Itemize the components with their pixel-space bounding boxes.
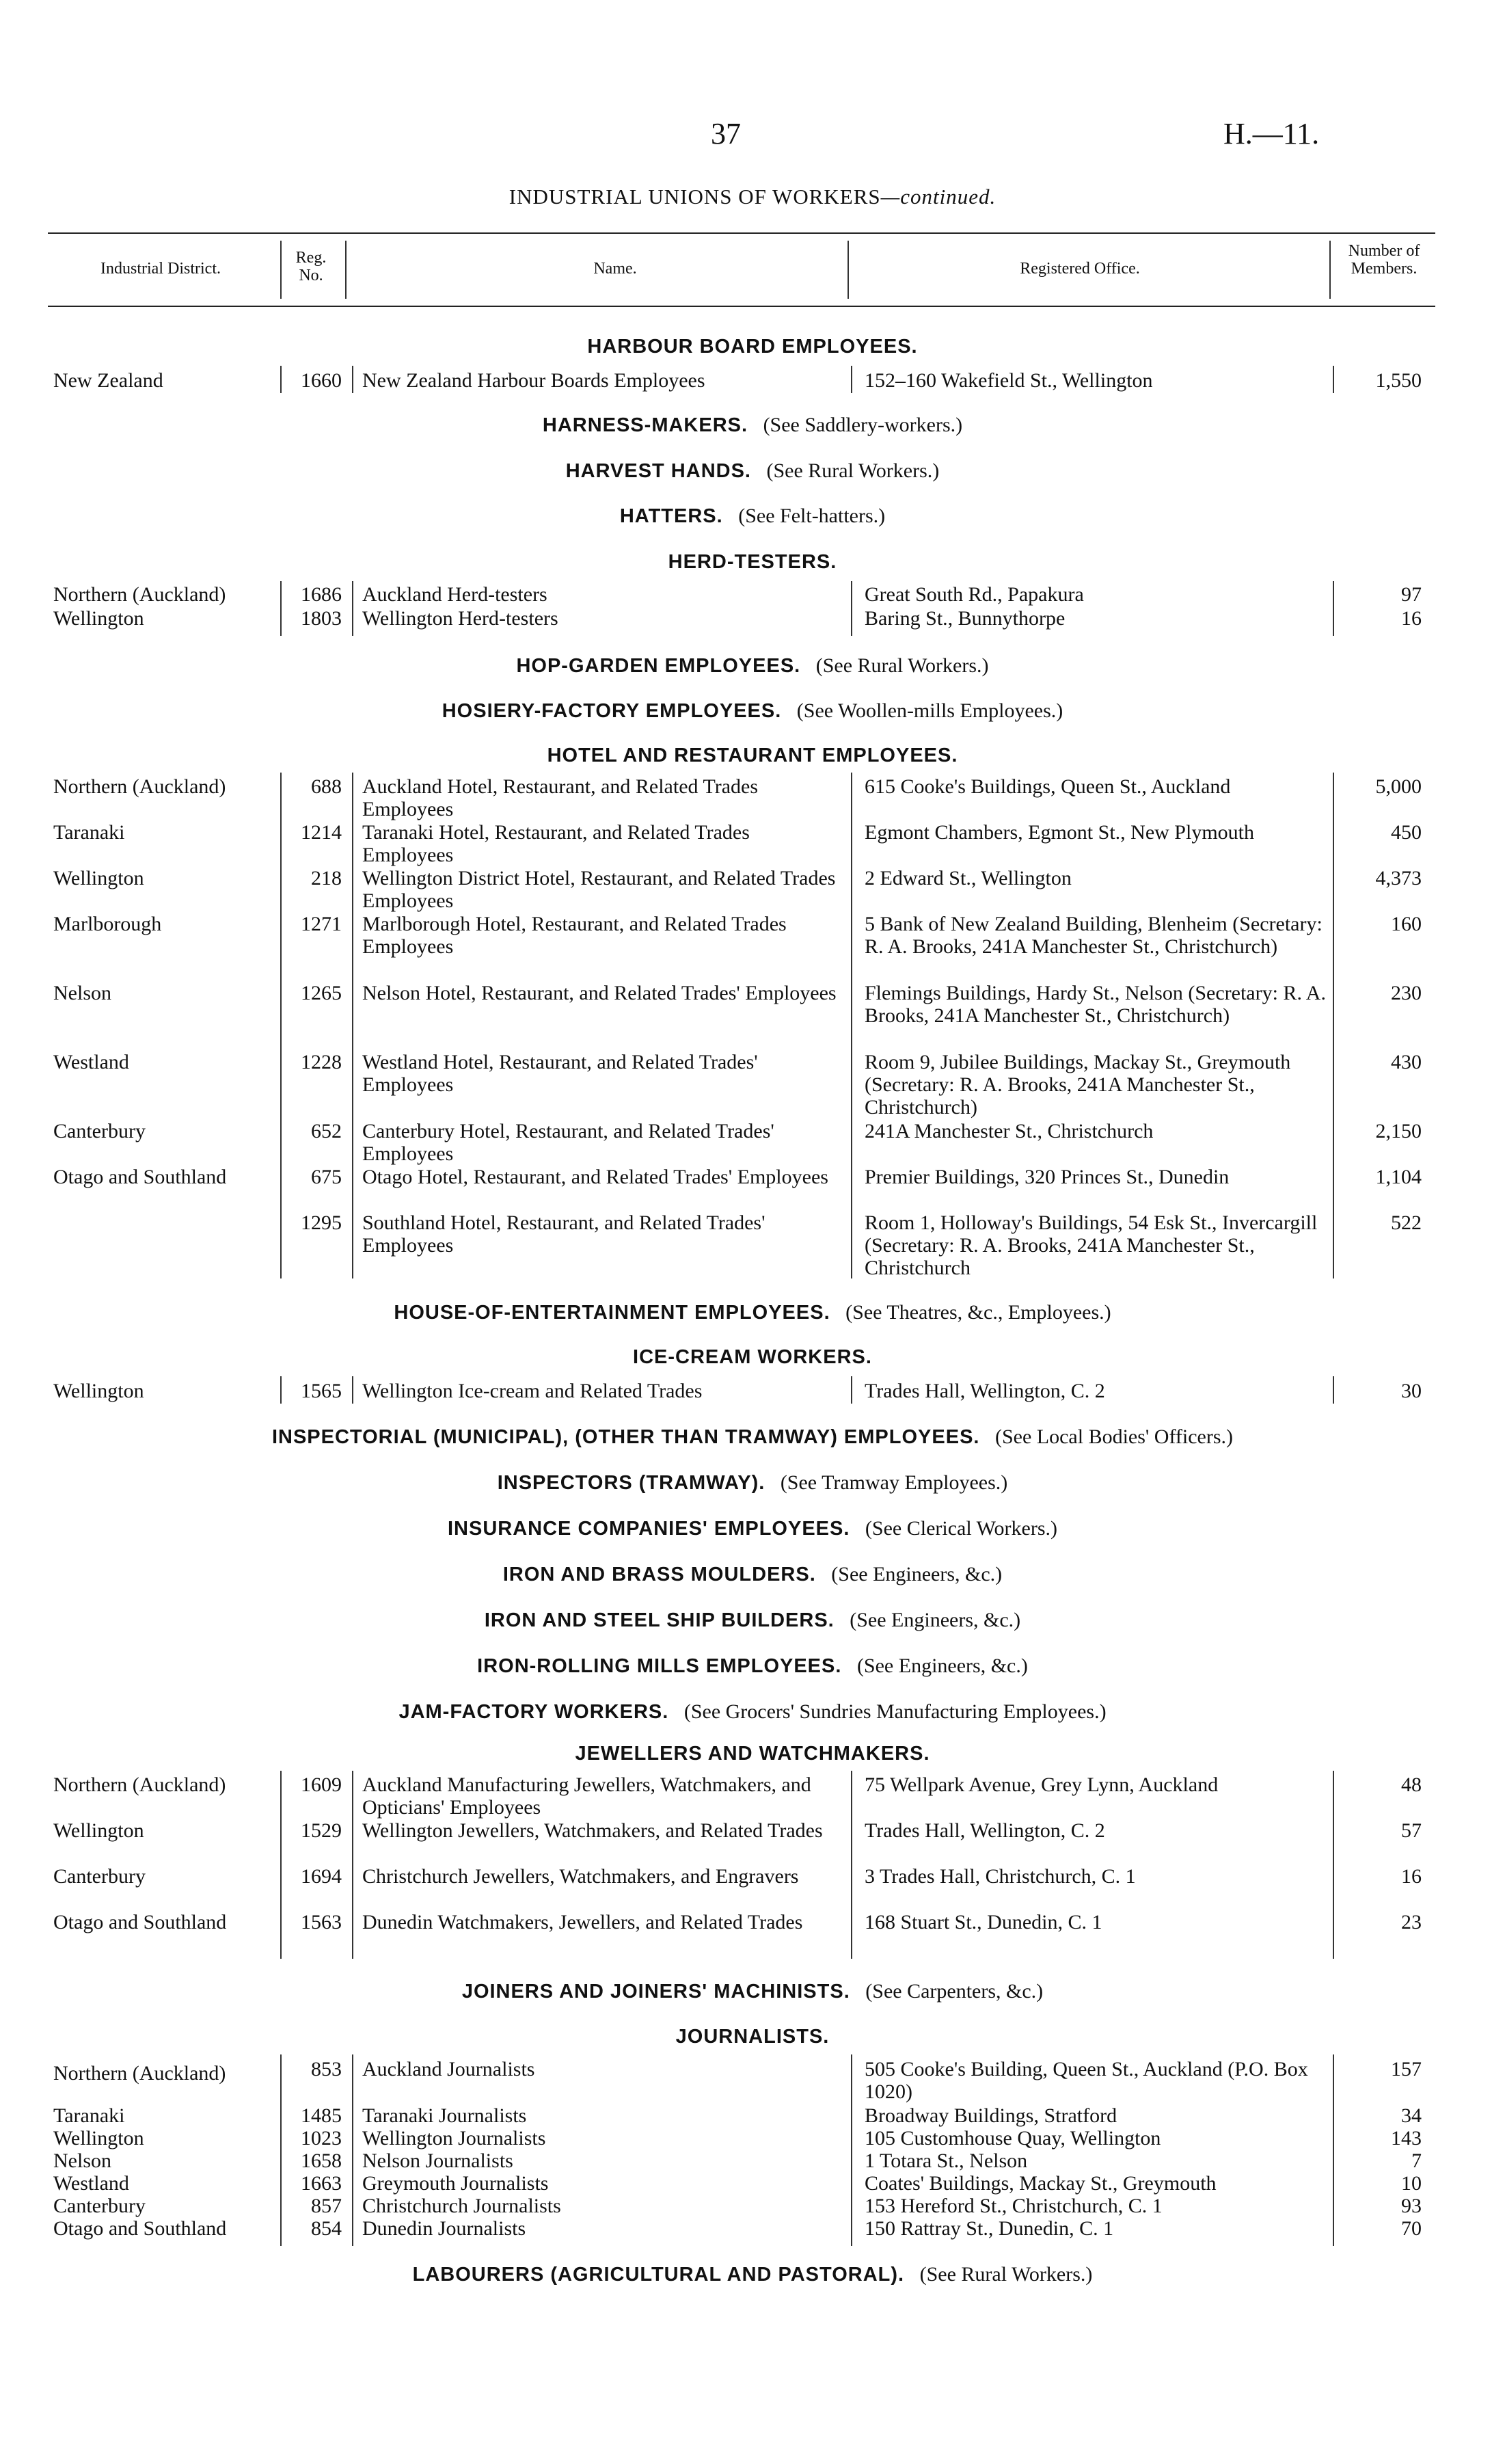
cell-reg: 1565 <box>301 1380 342 1402</box>
section-heading <box>0 1471 1505 1495</box>
cell-name: New Zealand Harbour Boards Employees <box>362 369 705 392</box>
column-divider <box>1333 2054 1334 2246</box>
cell-members: 16 <box>1401 607 1422 630</box>
cell-reg: 1694 <box>301 1865 342 1888</box>
cell-reg: 1295 <box>301 1211 342 1234</box>
column-divider <box>352 366 353 393</box>
cell-name: Auckland Journalists <box>362 2058 535 2080</box>
section-heading <box>0 1980 1505 2003</box>
section-title: ICE-CREAM WORKERS. <box>633 1346 872 1368</box>
section-title: HARBOUR BOARD EMPLOYEES. <box>587 336 918 358</box>
cell-district: Northern (Auckland) <box>53 1773 226 1796</box>
cell-district: Wellington <box>53 1380 144 1402</box>
cell-name: Wellington Journalists <box>362 2127 546 2150</box>
section-heading <box>0 1700 1505 1724</box>
column-divider <box>1333 1771 1334 1959</box>
section-title: HATTERS. <box>619 505 723 527</box>
cell-name: Christchurch Journalists <box>362 2195 561 2217</box>
cell-name: Canterbury Hotel, Restaurant, and Related Trades' Employees <box>362 1120 774 1165</box>
cell-office: 5 Bank of New Zealand Building, Blenheim (Secretary: R. A. Brooks, 241A Manchester St., Christchurch) <box>865 913 1323 958</box>
section-note: (See Grocers' Sundries Manufacturing Employees.) <box>683 1700 1107 1723</box>
cell-district: Canterbury <box>53 1865 146 1888</box>
cell-office: 2 Edward St., Wellington <box>865 867 1072 889</box>
cell-district: Wellington <box>53 2127 144 2150</box>
cell-name: Dunedin Watchmakers, Jewellers, and Related Trades <box>362 1911 803 1933</box>
section-heading <box>0 1742 1505 1765</box>
page-number: 37 <box>711 117 741 150</box>
cell-office: Trades Hall, Wellington, C. 2 <box>865 1380 1105 1402</box>
section-note: (See Rural Workers.) <box>919 2263 1093 2286</box>
cell-members: 48 <box>1401 1773 1422 1796</box>
section-heading <box>0 414 1505 437</box>
cell-members: 143 <box>1391 2127 1422 2150</box>
section-title: IRON AND STEEL SHIP BUILDERS. <box>484 1609 835 1631</box>
cell-name: Greymouth Journalists <box>362 2172 549 2195</box>
column-divider <box>280 241 282 299</box>
cell-office: Coates' Buildings, Mackay St., Greymouth <box>865 2172 1217 2195</box>
column-header-district: Industrial District. <box>100 260 221 278</box>
section-heading <box>0 2263 1505 2286</box>
cell-office: 153 Hereford St., Christchurch, C. 1 <box>865 2195 1163 2217</box>
cell-name: Christchurch Jewellers, Watchmakers, and Engravers <box>362 1865 799 1888</box>
cell-reg: 1660 <box>301 369 342 392</box>
column-divider <box>345 241 347 299</box>
cell-district: Wellington <box>53 1819 144 1842</box>
cell-reg: 688 <box>311 775 342 798</box>
cell-office: 3 Trades Hall, Christchurch, C. 1 <box>865 1865 1136 1888</box>
cell-members: 10 <box>1401 2172 1422 2195</box>
section-heading <box>0 1655 1505 1678</box>
cell-members: 70 <box>1401 2217 1422 2240</box>
cell-district: Canterbury <box>53 2195 146 2217</box>
section-heading <box>0 1345 1505 1369</box>
cell-members: 23 <box>1401 1911 1422 1933</box>
section-heading <box>0 1301 1505 1324</box>
cell-district: Otago and Southland <box>53 1911 227 1933</box>
cell-members: 57 <box>1401 1819 1422 1842</box>
cell-reg: 1609 <box>301 1773 342 1796</box>
cell-name: Otago Hotel, Restaurant, and Related Trades' Employees <box>362 1166 828 1188</box>
cell-reg: 857 <box>311 2195 342 2217</box>
cell-members: 230 <box>1391 982 1422 1004</box>
cell-name: Southland Hotel, Restaurant, and Related Trades' Employees <box>362 1211 765 1257</box>
section-note: (See Woollen-mills Employees.) <box>796 699 1063 722</box>
section-heading <box>0 1609 1505 1632</box>
column-divider <box>352 1376 353 1404</box>
cell-members: 2,150 <box>1375 1120 1422 1142</box>
cell-district: Wellington <box>53 607 144 630</box>
column-divider <box>1333 366 1334 393</box>
column-divider <box>851 366 852 393</box>
cell-reg: 218 <box>311 867 342 889</box>
cell-name: Dunedin Journalists <box>362 2217 526 2240</box>
cell-name: Westland Hotel, Restaurant, and Related Trades' Employees <box>362 1051 758 1096</box>
section-title: INSURANCE COMPANIES' EMPLOYEES. <box>447 1518 850 1540</box>
cell-reg: 1803 <box>301 607 342 630</box>
column-header-members: Number of Members. <box>1348 242 1420 278</box>
column-divider <box>280 1771 282 1959</box>
section-title: HOTEL AND RESTAURANT EMPLOYEES. <box>547 745 958 766</box>
cell-members: 97 <box>1401 583 1422 606</box>
cell-office: 615 Cooke's Buildings, Queen St., Auckland <box>865 775 1231 798</box>
column-divider <box>280 581 282 636</box>
section-title: JOURNALISTS. <box>675 2026 830 2048</box>
column-divider <box>851 581 852 636</box>
column-divider <box>352 773 353 1278</box>
section-heading <box>0 1425 1505 1449</box>
section-heading <box>0 744 1505 767</box>
table-caption <box>0 185 1505 209</box>
column-divider <box>280 773 282 1278</box>
cell-office: Baring St., Bunnythorpe <box>865 607 1066 630</box>
cell-reg: 1228 <box>301 1051 342 1073</box>
page-reference: H.—11. <box>1223 117 1320 150</box>
cell-reg: 1214 <box>301 821 342 844</box>
cell-name: Wellington Jewellers, Watchmakers, and Related Trades <box>362 1819 823 1842</box>
cell-office: Flemings Buildings, Hardy St., Nelson (Secretary: R. A. Brooks, 241A Manchester St., Christchurch) <box>865 982 1326 1027</box>
cell-office: 241A Manchester St., Christchurch <box>865 1120 1154 1142</box>
section-title: HERD-TESTERS. <box>668 551 837 573</box>
cell-members: 30 <box>1401 1380 1422 1402</box>
section-title: IRON AND BRASS MOULDERS. <box>502 1564 816 1585</box>
section-note: (See Clerical Workers.) <box>865 1517 1058 1540</box>
cell-office: Trades Hall, Wellington, C. 2 <box>865 1819 1105 1842</box>
cell-reg: 675 <box>311 1166 342 1188</box>
column-divider <box>280 2054 282 2246</box>
section-note: (See Carpenters, &c.) <box>865 1980 1044 2003</box>
cell-district: Nelson <box>53 2150 111 2172</box>
cell-members: 1,550 <box>1375 369 1422 392</box>
cell-reg: 1663 <box>301 2172 342 2195</box>
cell-office: 1 Totara St., Nelson <box>865 2150 1028 2172</box>
cell-reg: 1563 <box>301 1911 342 1933</box>
cell-district: Canterbury <box>53 1120 146 1142</box>
cell-district: Taranaki <box>53 821 125 844</box>
section-heading <box>0 550 1505 574</box>
cell-reg: 853 <box>311 2058 342 2080</box>
section-note: (See Engineers, &c.) <box>856 1655 1028 1677</box>
cell-name: Nelson Hotel, Restaurant, and Related Trades' Employees <box>362 982 837 1004</box>
cell-reg: 652 <box>311 1120 342 1142</box>
section-title: HOUSE-OF-ENTERTAINMENT EMPLOYEES. <box>394 1302 830 1324</box>
cell-district: Northern (Auckland) <box>53 583 226 606</box>
column-divider <box>280 366 282 393</box>
cell-name: Wellington Ice-cream and Related Trades <box>362 1380 703 1402</box>
caption-suffix: —continued. <box>880 185 996 209</box>
cell-members: 7 <box>1411 2150 1422 2172</box>
cell-office: Premier Buildings, 320 Princes St., Dunedin <box>865 1166 1230 1188</box>
section-note: (See Local Bodies' Officers.) <box>994 1425 1234 1448</box>
section-heading <box>0 1517 1505 1540</box>
cell-reg: 1271 <box>301 913 342 935</box>
cell-office: 152–160 Wakefield St., Wellington <box>865 369 1153 392</box>
section-title: JAM-FACTORY WORKERS. <box>398 1701 669 1723</box>
cell-members: 157 <box>1391 2058 1422 2080</box>
section-title: INSPECTORIAL (MUNICIPAL), (OTHER THAN TRAMWAY) EMPLOYEES. <box>271 1426 980 1448</box>
section-note: (See Theatres, &c., Employees.) <box>845 1301 1111 1324</box>
section-note: (See Engineers, &c.) <box>850 1609 1021 1631</box>
column-header-name: Name. <box>593 260 637 278</box>
section-note: (See Felt-hatters.) <box>738 505 886 527</box>
cell-name: Nelson Journalists <box>362 2150 513 2172</box>
cell-name: Wellington District Hotel, Restaurant, and Related Trades Employees <box>362 867 836 912</box>
cell-reg: 1023 <box>301 2127 342 2150</box>
cell-district: Taranaki <box>53 2104 125 2127</box>
cell-district: Westland <box>53 1051 129 1073</box>
cell-reg: 1529 <box>301 1819 342 1842</box>
section-title: INSPECTORS (TRAMWAY). <box>497 1472 765 1494</box>
cell-name: Auckland Hotel, Restaurant, and Related Trades Employees <box>362 775 759 820</box>
column-header-office: Registered Office. <box>1020 260 1140 278</box>
cell-office: 105 Customhouse Quay, Wellington <box>865 2127 1161 2150</box>
section-heading <box>0 335 1505 358</box>
column-divider <box>851 1771 852 1959</box>
cell-reg: 1485 <box>301 2104 342 2127</box>
section-note: (See Engineers, &c.) <box>831 1563 1003 1585</box>
cell-members: 522 <box>1391 1211 1422 1234</box>
cell-members: 5,000 <box>1375 775 1422 798</box>
cell-members: 34 <box>1401 2104 1422 2127</box>
section-heading <box>0 1563 1505 1586</box>
section-title: HOSIERY-FACTORY EMPLOYEES. <box>442 700 782 722</box>
cell-district: Otago and Southland <box>53 2217 227 2240</box>
cell-office: Egmont Chambers, Egmont St., New Plymouth <box>865 821 1254 844</box>
cell-reg: 854 <box>311 2217 342 2240</box>
section-heading <box>0 654 1505 678</box>
column-divider <box>851 2054 852 2246</box>
section-title: IRON-ROLLING MILLS EMPLOYEES. <box>477 1655 842 1677</box>
section-heading <box>0 459 1505 483</box>
section-note: (See Rural Workers.) <box>815 654 989 677</box>
column-divider <box>352 2054 353 2246</box>
cell-office: Great South Rd., Papakura <box>865 583 1084 606</box>
cell-name: Auckland Manufacturing Jewellers, Watchmakers, and Opticians' Employees <box>362 1773 811 1819</box>
cell-office: Room 1, Holloway's Buildings, 54 Esk St., Invercargill (Secretary: R. A. Brooks, 241A Manchester St., Christchurch <box>865 1211 1318 1279</box>
section-title: LABOURERS (AGRICULTURAL AND PASTORAL). <box>412 2264 905 2286</box>
column-header-reg-no: Reg. No. <box>295 249 327 284</box>
section-title: HOP-GARDEN EMPLOYEES. <box>516 655 801 677</box>
cell-district: Wellington <box>53 867 144 889</box>
section-title: HARNESS-MAKERS. <box>542 414 748 436</box>
section-heading <box>0 505 1505 528</box>
cell-district: New Zealand <box>53 369 163 392</box>
column-divider <box>1333 773 1334 1278</box>
cell-members: 450 <box>1391 821 1422 844</box>
section-note: (See Rural Workers.) <box>766 459 940 482</box>
cell-members: 160 <box>1391 913 1422 935</box>
cell-district: Westland <box>53 2172 129 2195</box>
cell-office: 168 Stuart St., Dunedin, C. 1 <box>865 1911 1102 1933</box>
column-divider <box>851 773 852 1278</box>
section-heading <box>0 699 1505 723</box>
section-note: (See Tramway Employees.) <box>780 1471 1008 1494</box>
cell-reg: 1265 <box>301 982 342 1004</box>
cell-name: Auckland Herd-testers <box>362 583 547 606</box>
table-header <box>48 232 1435 307</box>
cell-office: Broadway Buildings, Stratford <box>865 2104 1117 2127</box>
cell-office: 150 Rattray St., Dunedin, C. 1 <box>865 2217 1114 2240</box>
cell-office: 505 Cooke's Building, Queen St., Auckland (P.O. Box 1020) <box>865 2058 1308 2103</box>
cell-members: 93 <box>1401 2195 1422 2217</box>
column-divider <box>280 1376 282 1404</box>
cell-reg: 1658 <box>301 2150 342 2172</box>
column-divider <box>352 1771 353 1959</box>
cell-name: Taranaki Hotel, Restaurant, and Related Trades Employees <box>362 821 750 866</box>
column-divider <box>851 1376 852 1404</box>
cell-members: 4,373 <box>1375 867 1422 889</box>
cell-office: 75 Wellpark Avenue, Grey Lynn, Auckland <box>865 1773 1219 1796</box>
cell-name: Wellington Herd-testers <box>362 607 558 630</box>
cell-district: Marlborough <box>53 913 162 935</box>
cell-district: Northern (Auckland) <box>53 2062 226 2085</box>
column-divider <box>1333 581 1334 636</box>
section-heading <box>0 2025 1505 2048</box>
cell-members: 1,104 <box>1375 1166 1422 1188</box>
cell-name: Taranaki Journalists <box>362 2104 527 2127</box>
cell-reg: 1686 <box>301 583 342 606</box>
section-title: JEWELLERS AND WATCHMAKERS. <box>575 1743 930 1765</box>
cell-members: 16 <box>1401 1865 1422 1888</box>
cell-district: Nelson <box>53 982 111 1004</box>
section-note: (See Saddlery-workers.) <box>763 414 963 436</box>
column-divider <box>848 241 849 299</box>
column-divider <box>352 581 353 636</box>
column-divider <box>1333 1376 1334 1404</box>
cell-district: Otago and Southland <box>53 1166 227 1188</box>
cell-office: Room 9, Jubilee Buildings, Mackay St., Greymouth (Secretary: R. A. Brooks, 241A Manchester St., Christchurch) <box>865 1051 1291 1119</box>
caption-text: INDUSTRIAL UNIONS OF WORKERS <box>509 185 881 209</box>
cell-district: Northern (Auckland) <box>53 775 226 798</box>
section-title: HARVEST HANDS. <box>565 460 751 482</box>
column-divider <box>1329 241 1331 299</box>
cell-members: 430 <box>1391 1051 1422 1073</box>
cell-name: Marlborough Hotel, Restaurant, and Related Trades Employees <box>362 913 787 958</box>
section-title: JOINERS AND JOINERS' MACHINISTS. <box>461 1981 850 2003</box>
